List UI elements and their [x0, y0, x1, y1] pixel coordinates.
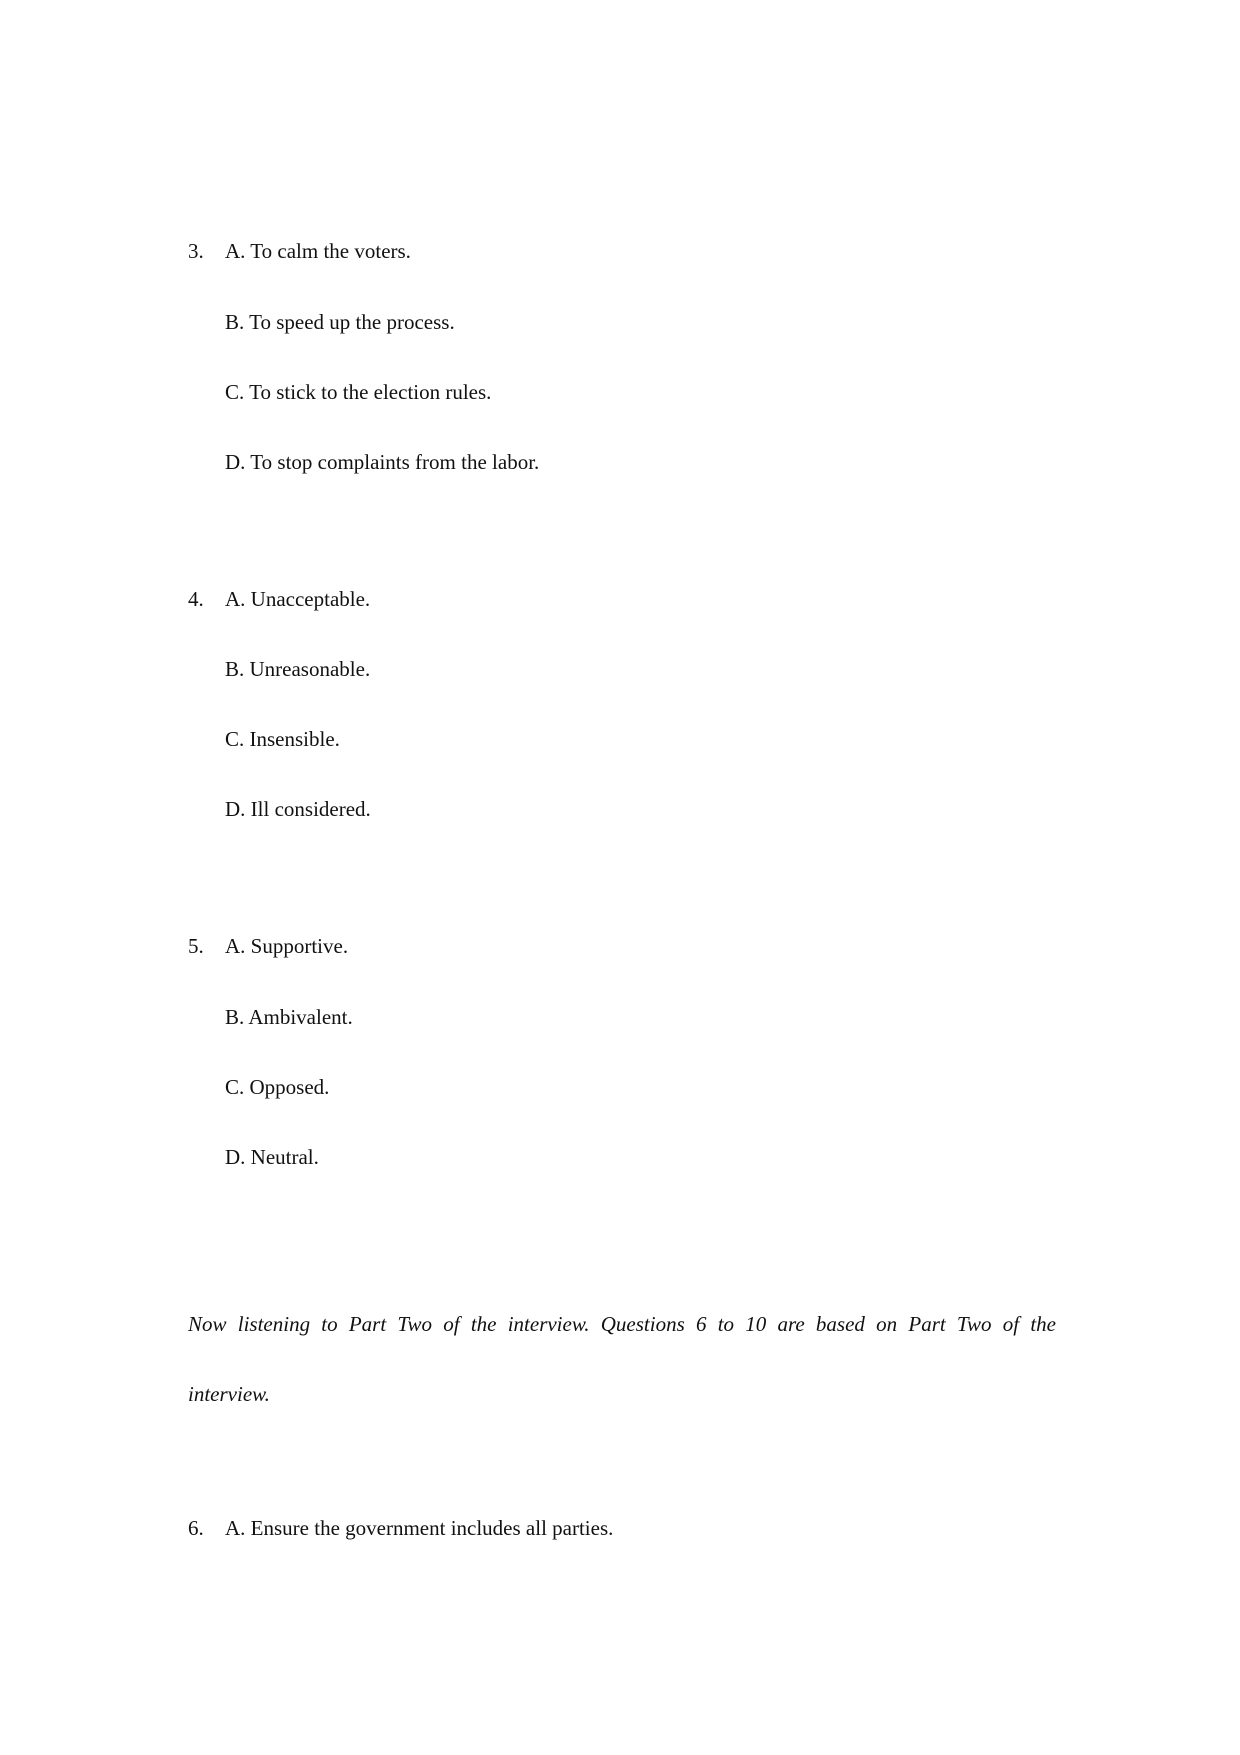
question-number: 6. — [188, 1516, 204, 1540]
question-number: 3. — [188, 239, 204, 263]
option-d: D. Neutral. — [225, 1145, 319, 1169]
option-b: B. To speed up the process. — [225, 310, 455, 334]
instruction-line-2: interview. — [188, 1382, 270, 1406]
option-a: A. Ensure the government includes all parties. — [225, 1516, 614, 1540]
question-number: 4. — [188, 587, 204, 611]
option-b: B. Unreasonable. — [225, 657, 371, 681]
option-d: D. Ill considered. — [225, 797, 371, 821]
option-a: A. Supportive. — [225, 934, 349, 958]
option-a: A. Unacceptable. — [225, 587, 371, 611]
option-b: B. Ambivalent. — [225, 1005, 353, 1029]
option-c: C. To stick to the election rules. — [225, 380, 492, 404]
option-a: A. To calm the voters. — [225, 239, 411, 263]
option-c: C. Opposed. — [225, 1075, 330, 1099]
option-c: C. Insensible. — [225, 727, 340, 751]
instruction-line-1: Now listening to Part Two of the interview. Questions 6 to 10 are based on Part Two of the — [188, 1312, 1056, 1336]
option-d: D. To stop complaints from the labor. — [225, 450, 540, 474]
question-number: 5. — [188, 934, 204, 958]
